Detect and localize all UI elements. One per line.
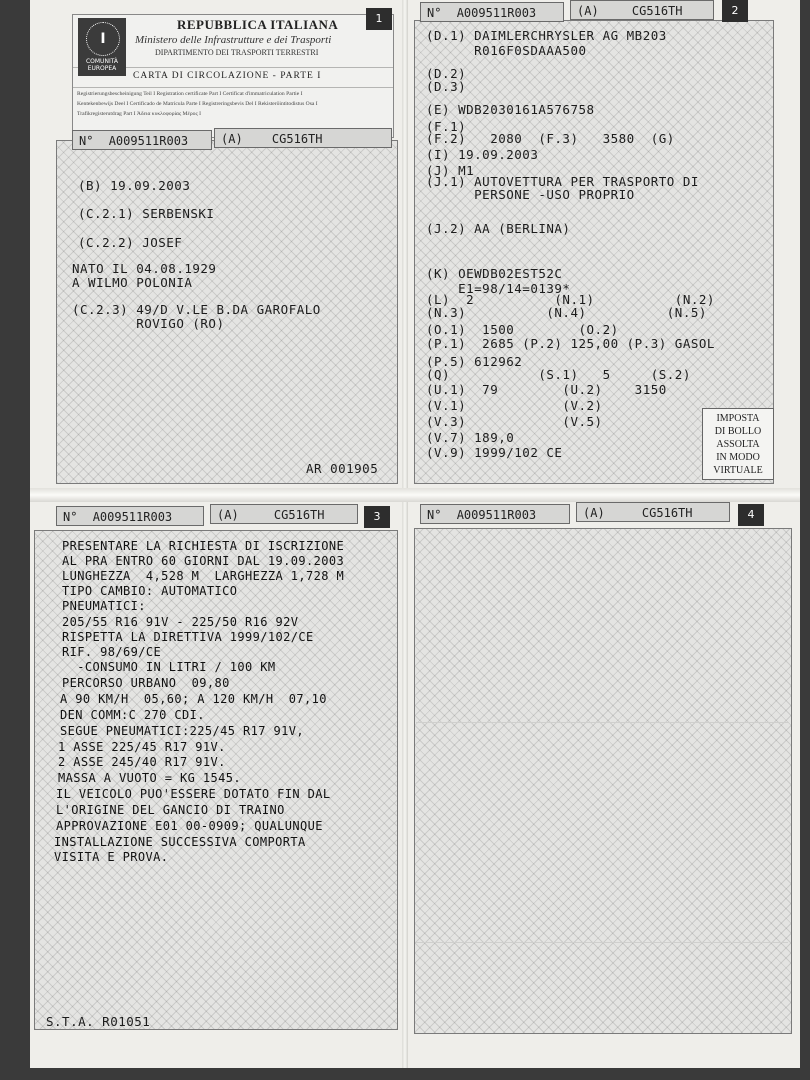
- page4-faint-line-2: [416, 942, 788, 943]
- stamp-line-5: VIRTUALE: [713, 465, 763, 476]
- field-b: (B) 19.09.2003: [78, 178, 191, 193]
- page3-line-4: TIPO CAMBIO: AUTOMATICO: [62, 584, 238, 598]
- page4-panel: [414, 528, 792, 1034]
- plate-number: CG516TH: [641, 506, 693, 520]
- page3-line-20: INSTALLAZIONE SUCCESSIVA COMPORTA: [54, 835, 306, 849]
- plate-number: CG516TH: [631, 4, 683, 18]
- no-label: N°: [79, 134, 94, 148]
- page3-docno-tag: [56, 506, 204, 526]
- page3-line-2: AL PRA ENTRO 60 GIORNI DAL 19.09.2003: [62, 554, 345, 568]
- tax-stamp: [702, 408, 774, 480]
- ministry-name: Ministero delle Infrastrutture e dei Trasporti: [135, 34, 332, 46]
- page4-docno-tag: [420, 504, 570, 524]
- stamp-line-1: IMPOSTA: [716, 413, 760, 424]
- doc-number: A009511R003: [108, 134, 189, 148]
- field-n3-n5: (N.3) (N.4) (N.5): [426, 305, 707, 320]
- page3-line-19: APPROVAZIONE E01 00-0909; QUALUNQUE: [56, 819, 323, 833]
- a-label: (A): [217, 508, 239, 522]
- doc-number: A009511R003: [456, 6, 537, 20]
- a-label: (A): [583, 506, 605, 520]
- field-v1-v2: (V.1) (V.2): [426, 398, 603, 413]
- page3-line-1: PRESENTARE LA RICHIESTA DI ISCRIZIONE: [62, 539, 345, 553]
- field-f1: (F.1): [426, 119, 467, 134]
- page2-docno-tag: [420, 2, 564, 22]
- field-l-n: (L) 2 (N.1) (N.2): [426, 292, 715, 307]
- stamp-line-3: ASSOLTA: [716, 439, 760, 450]
- field-i: (I) 19.09.2003: [426, 147, 539, 162]
- field-o: (O.1) 1500 (O.2): [426, 322, 619, 337]
- page3-line-17: IL VEICOLO PUO'ESSERE DOTATO FIN DAL: [56, 787, 331, 801]
- doc-number: A009511R003: [92, 510, 173, 524]
- field-k-approval: E1=98/14=0139*: [426, 281, 571, 296]
- field-c21: (C.2.1) SERBENSKI: [78, 206, 215, 221]
- field-d1: (D.1) DAIMLERCHRYSLER AG MB203: [426, 28, 667, 43]
- field-q-s: (Q) (S.1) 5 (S.2): [426, 367, 691, 382]
- field-f2: (F.2) 2080 (F.3) 3580 (G): [426, 131, 675, 146]
- page3-line-14: 1 ASSE 225/45 R17 91V.: [58, 740, 226, 754]
- field-j1-cont: PERSONE -USO PROPRIO: [426, 187, 635, 202]
- page1-docno-tag: [72, 130, 212, 150]
- vertical-fold: [402, 0, 408, 1068]
- page3-plate-tag: [210, 504, 358, 524]
- field-j1: (J.1) AUTOVETTURA PER TRASPORTO DI: [426, 174, 699, 189]
- plate-number: CG516TH: [271, 132, 323, 146]
- birth-place: A WILMO POLONIA: [72, 275, 193, 290]
- fine-print-2: Kentekenbewijs Deel I Certificado de Matrícula Parte I Registreringsbevis Del I Rekisteröintitodistus Osa I: [77, 101, 318, 107]
- page3-line-11: A 90 KM/H 05,60; A 120 KM/H 07,10: [60, 692, 327, 706]
- page3-number: 3: [364, 506, 390, 528]
- page3-line-6: 205/55 R16 91V - 225/50 R16 92V: [62, 615, 299, 629]
- fine-print-3: Trafikregisterutdrag Part I Άδεια κυκλοφορίας Μέρος Ι: [77, 111, 201, 117]
- field-c22: (C.2.2) JOSEF: [78, 235, 183, 250]
- page3-line-13: SEGUE PNEUMATICI:225/45 R17 91V,: [60, 724, 304, 738]
- field-p: (P.1) 2685 (P.2) 125,00 (P.3) GASOL: [426, 336, 715, 351]
- field-c23-city: ROVIGO (RO): [72, 316, 225, 331]
- field-j: (J) M1: [426, 163, 475, 178]
- page3-line-12: DEN COMM:C 270 CDI.: [60, 708, 205, 722]
- no-label: N°: [427, 6, 442, 20]
- page4-faint-line: [416, 722, 788, 723]
- page1-serial: AR 001905: [306, 461, 379, 476]
- page3-line-15: 2 ASSE 245/40 R17 91V.: [58, 755, 226, 769]
- eu-stars-icon: I: [86, 22, 120, 56]
- no-label: N°: [63, 510, 78, 524]
- card-title: CARTA DI CIRCOLAZIONE - PARTE I: [133, 71, 322, 81]
- field-v9: (V.9) 1999/102 CE: [426, 445, 563, 460]
- republic-title: REPUBBLICA ITALIANA: [177, 17, 339, 32]
- field-j2: (J.2) AA (BERLINA): [426, 221, 571, 236]
- field-d3: (D.3): [426, 79, 467, 94]
- no-label: N°: [427, 508, 442, 522]
- field-k: (K) OEWDB02EST52C: [426, 266, 563, 281]
- eu-flag-logo: [78, 18, 126, 76]
- field-u: (U.1) 79 (U.2) 3150: [426, 382, 667, 397]
- birth-date: NATO IL 04.08.1929: [72, 261, 217, 276]
- a-label: (A): [221, 132, 243, 146]
- page3-line-10: PERCORSO URBANO 09,80: [62, 676, 230, 690]
- stamp-line-2: DI BOLLO: [714, 426, 762, 437]
- page4-plate-tag: [576, 502, 730, 522]
- field-e: (E) WDB2030161A576758: [426, 102, 595, 117]
- fine-print-1: Registrierungsbescheinigung Teil I Registration certificate Part I Certificat d'immatriculation Partie I: [77, 91, 303, 97]
- field-v3-v5: (V.3) (V.5): [426, 414, 603, 429]
- page2-plate-tag: [570, 0, 714, 20]
- page1-plate-tag: [214, 128, 392, 148]
- eu-label: COMUNITÀ EUROPEA: [85, 58, 119, 72]
- a-label: (A): [577, 4, 599, 18]
- page3-line-8: RIF. 98/69/CE: [62, 645, 162, 659]
- page3-line-3: LUNGHEZZA 4,528 M LARGHEZZA 1,728 M: [62, 569, 345, 583]
- page3-footer: S.T.A. R01051: [46, 1014, 151, 1029]
- page2-number: 2: [722, 0, 748, 22]
- header-divider-2: [73, 87, 393, 88]
- doc-number: A009511R003: [456, 508, 537, 522]
- page3-line-9: -CONSUMO IN LITRI / 100 KM: [62, 660, 276, 674]
- page3-line-7: RISPETTA LA DIRETTIVA 1999/102/CE: [62, 630, 314, 644]
- plate-number: CG516TH: [273, 508, 325, 522]
- field-d2: (D.2): [426, 66, 467, 81]
- department-name: DIPARTIMENTO DEI TRASPORTI TERRESTRI: [155, 48, 319, 57]
- field-p5: (P.5) 612962: [426, 354, 523, 369]
- page3-line-21: VISITA E PROVA.: [54, 850, 169, 864]
- page4-number: 4: [738, 504, 764, 526]
- field-v7: (V.7) 189,0: [426, 430, 515, 445]
- field-c23: (C.2.3) 49/D V.LE B.DA GAROFALO: [72, 302, 321, 317]
- page3-line-5: PNEUMATICI:: [62, 599, 146, 613]
- horizontal-fold: [30, 488, 800, 502]
- field-d1-code: R016F0SDAAA500: [426, 43, 587, 58]
- page1-number: 1: [366, 8, 392, 30]
- stamp-line-4: IN MODO: [716, 452, 760, 463]
- page3-line-16: MASSA A VUOTO = KG 1545.: [58, 771, 241, 785]
- page3-line-18: L'ORIGINE DEL GANCIO DI TRAINO: [56, 803, 285, 817]
